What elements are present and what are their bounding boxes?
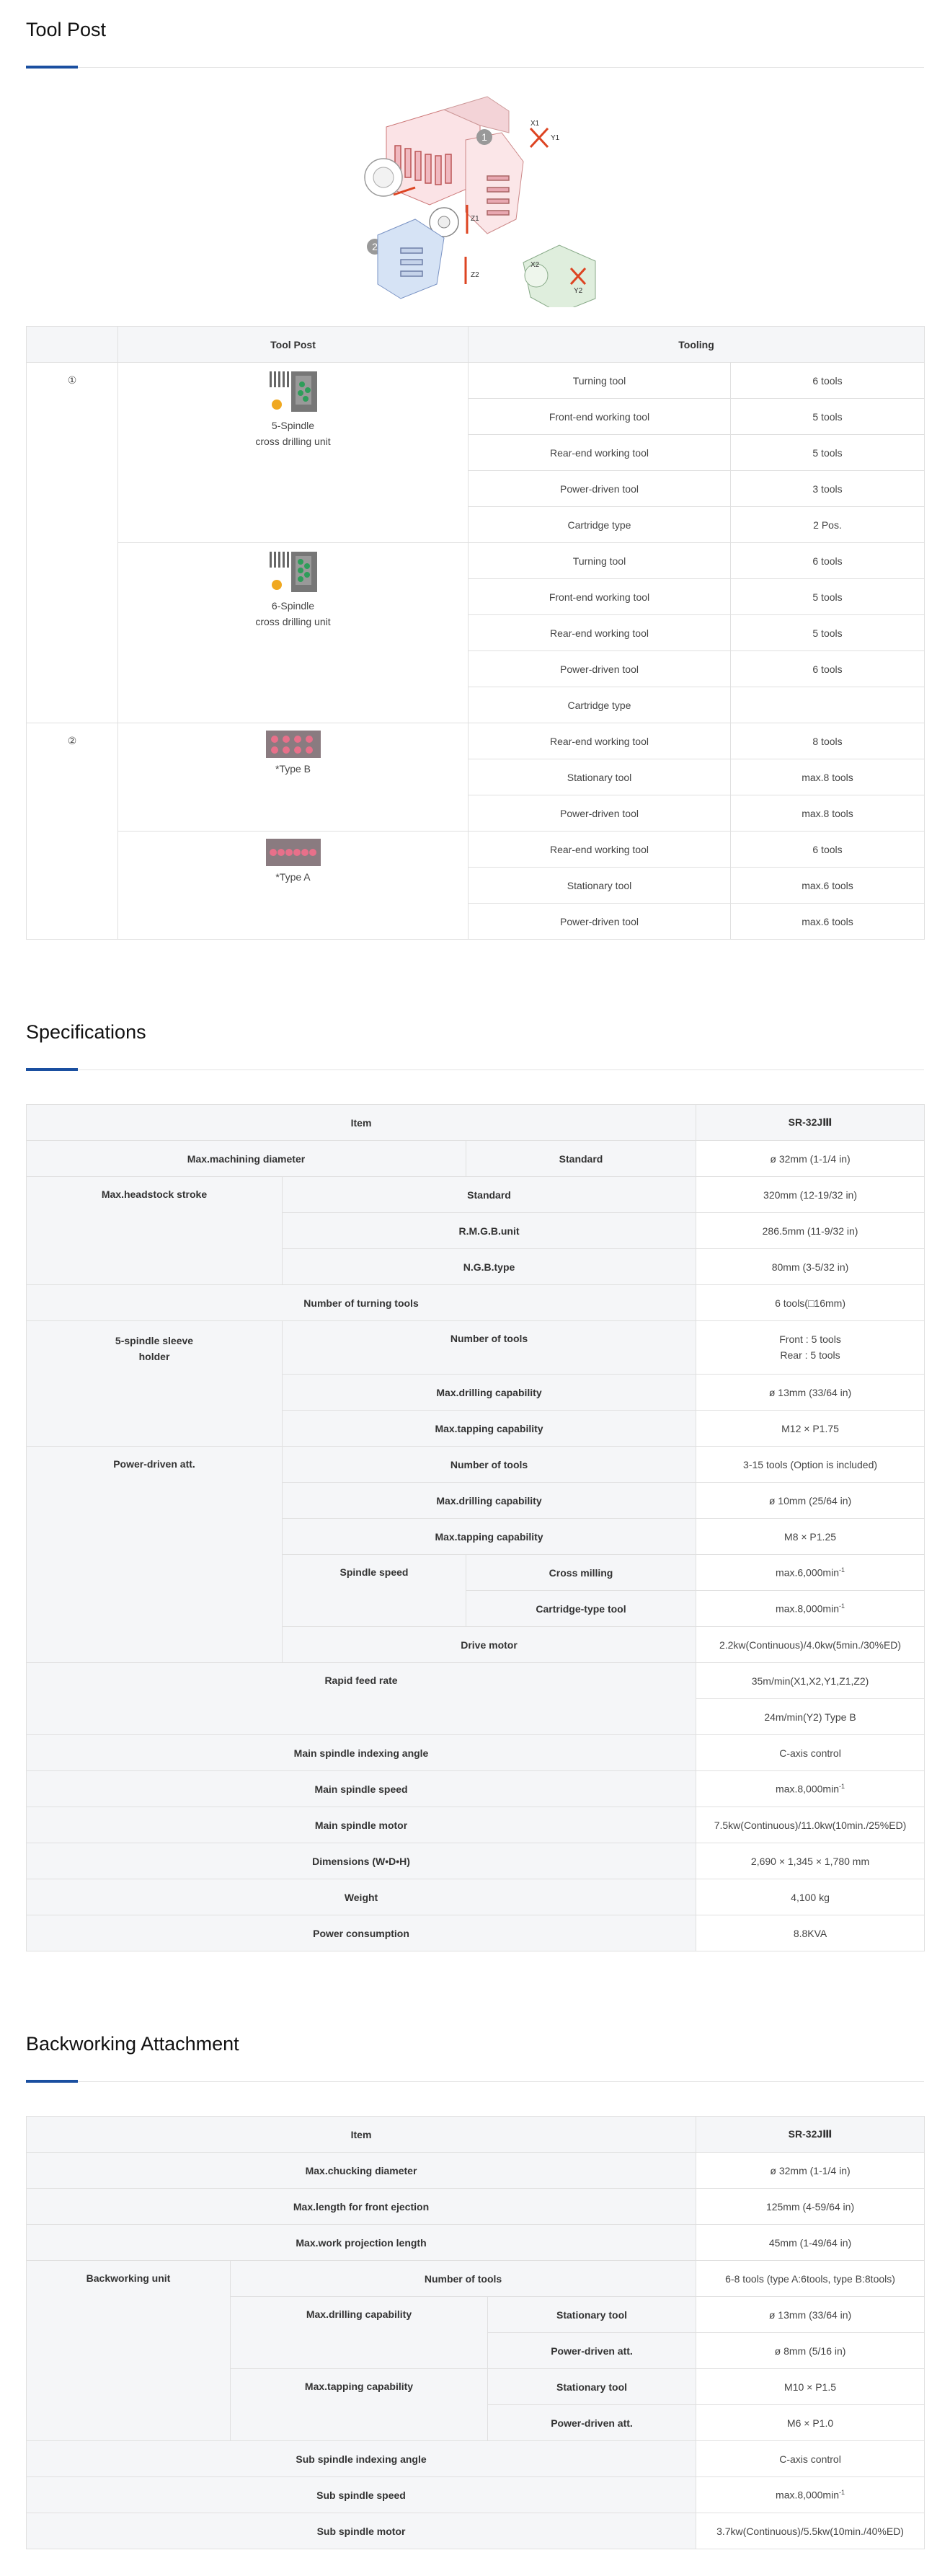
spec-value: 3-15 tools (Option is included) — [696, 1447, 925, 1483]
specs-item-header: Item — [27, 1105, 696, 1141]
spec-value — [696, 1555, 925, 1591]
table-row — [27, 1447, 925, 1483]
spec-value: M8 × P1.25 — [696, 1519, 925, 1555]
tool-count: 3 tools — [731, 471, 925, 507]
tool-count: 5 tools — [731, 579, 925, 615]
spec-label: Number of tools — [231, 2261, 696, 2297]
caption-line-1: 6-Spindle — [271, 600, 315, 612]
spec-label-line: 5-spindle sleeve — [115, 1335, 194, 1346]
spec-label: Max.tapping capability — [231, 2369, 488, 2441]
tool-name: Rear-end working tool — [469, 832, 731, 868]
table-row — [27, 2441, 925, 2477]
spec-value: 35m/min(X1,X2,Y1,Z1,Z2) — [696, 1663, 925, 1699]
spec-value: ø 8mm (5/16 in) — [696, 2333, 925, 2369]
type-b-unit-icon — [266, 731, 321, 758]
spec-label: N.G.B.type — [283, 1249, 696, 1285]
spec-label: Stationary tool — [488, 2297, 696, 2333]
backworking-title-wrap — [26, 2034, 924, 2082]
spec-value: M12 × P1.75 — [696, 1411, 925, 1447]
superscript: -1 — [838, 1566, 845, 1574]
specs-table — [26, 1104, 925, 1951]
spec-value: 6 tools(□16mm) — [696, 1285, 925, 1321]
table-row — [27, 2225, 925, 2261]
spec-label: Power consumption — [27, 1915, 696, 1951]
spec-value: ø 32mm (1-1/4 in) — [696, 1141, 925, 1177]
toolpost-type-b — [118, 723, 469, 832]
spec-label: Cartridge-type tool — [466, 1591, 696, 1627]
spec-value-text: max.8,000min — [776, 1602, 839, 1615]
toolpost-table — [26, 326, 925, 940]
spec-label: Max.chucking diameter — [27, 2153, 696, 2189]
table-row — [27, 1141, 925, 1177]
table-row — [27, 1843, 925, 1879]
spec-value: ø 13mm (33/64 in) — [696, 2297, 925, 2333]
tool-name: Power-driven tool — [469, 651, 731, 687]
tool-count: 5 tools — [731, 435, 925, 471]
tool-count: 5 tools — [731, 399, 925, 435]
tool-count: max.6 tools — [731, 868, 925, 904]
tool-count: 6 tools — [731, 651, 925, 687]
tool-count: max.8 tools — [731, 795, 925, 832]
tool-name: Rear-end working tool — [469, 615, 731, 651]
tool-count: max.8 tools — [731, 759, 925, 795]
spec-value: M10 × P1.5 — [696, 2369, 925, 2405]
spec-value: 320mm (12-19/32 in) — [696, 1177, 925, 1213]
spec-label: Max.work projection length — [27, 2225, 696, 2261]
spec-label: Dimensions (W•D•H) — [27, 1843, 696, 1879]
backworking-table — [26, 2116, 925, 2549]
spec-label: Max.tapping capability — [283, 1519, 696, 1555]
spec-label: Cross milling — [466, 1555, 696, 1591]
spec-label: Main spindle speed — [27, 1771, 696, 1807]
spec-value — [696, 1591, 925, 1627]
caption-line-1: 5-Spindle — [271, 420, 315, 431]
toolpost-title-wrap — [26, 20, 924, 68]
spec-value: C-axis control — [696, 1735, 925, 1771]
type-b-caption: *Type B — [275, 763, 311, 775]
tool-name: Rear-end working tool — [469, 435, 731, 471]
spec-value: 286.5mm (11-9/32 in) — [696, 1213, 925, 1249]
spec-value-line: Rear : 5 tools — [780, 1349, 840, 1361]
spec-label: Stationary tool — [488, 2369, 696, 2405]
spec-label: Standard — [466, 1141, 696, 1177]
spec-value: 2,690 × 1,345 × 1,780 mm — [696, 1843, 925, 1879]
specs-title-wrap — [26, 1023, 924, 1070]
axis-z2-label: Z2 — [471, 271, 479, 279]
table-row — [27, 1915, 925, 1951]
spec-label: Max.drilling capability — [283, 1483, 696, 1519]
spec-value-text: max.8,000min — [776, 1783, 839, 1795]
spec-value-text: max.6,000min — [776, 1566, 839, 1579]
diagram-label-1: 1 — [481, 131, 487, 143]
spec-value: 2.2kw(Continuous)/4.0kw(5min./30%ED) — [696, 1627, 925, 1663]
tool-count: 5 tools — [731, 615, 925, 651]
tool-count: 6 tools — [731, 543, 925, 579]
axis-y1-label: Y1 — [551, 134, 560, 142]
spec-label: Standard — [283, 1177, 696, 1213]
spec-value: 45mm (1-49/64 in) — [696, 2225, 925, 2261]
unit-2-label: ② — [27, 723, 118, 940]
caption-line-2: cross drilling unit — [255, 616, 331, 627]
spec-value: C-axis control — [696, 2441, 925, 2477]
spec-label: Spindle speed — [283, 1555, 466, 1627]
specs-model-header: SR-32JⅢ — [696, 1105, 925, 1141]
spec-value — [696, 1771, 925, 1807]
axis-y2-label: Y2 — [574, 287, 583, 295]
table-row — [27, 2153, 925, 2189]
toolpost-title: Tool Post — [26, 19, 107, 40]
spec-label: Sub spindle motor — [27, 2513, 696, 2549]
spec-value: M6 × P1.0 — [696, 2405, 925, 2441]
spec-label: Backworking unit — [27, 2261, 231, 2441]
tool-count: 6 tools — [731, 363, 925, 399]
tool-count: max.6 tools — [731, 904, 925, 940]
toolpost-machine-illustration — [26, 68, 924, 307]
tool-name: Power-driven tool — [469, 795, 731, 832]
spec-label: Number of tools — [283, 1447, 696, 1483]
table-row — [27, 2477, 925, 2513]
spec-label-line: holder — [138, 1351, 170, 1362]
tool-name: Stationary tool — [469, 759, 731, 795]
axis-z1-label: Z1 — [471, 215, 479, 223]
spec-label: Max.machining diameter — [27, 1141, 466, 1177]
toolpost-header-blank — [27, 327, 118, 363]
toolpost-6-spindle-caption — [118, 598, 468, 630]
toolpost-type-a — [118, 832, 469, 940]
spec-label: Power-driven att. — [27, 1447, 283, 1663]
toolpost-6-spindle — [118, 543, 469, 723]
title-underline — [26, 1068, 78, 1071]
spec-label: Max.drilling capability — [231, 2297, 488, 2369]
spec-value: 3.7kw(Continuous)/5.5kw(10min./40%ED) — [696, 2513, 925, 2549]
spec-value: ø 10mm (25/64 in) — [696, 1483, 925, 1519]
backworking-model-header: SR-32JⅢ — [696, 2117, 925, 2153]
toolpost-5-spindle-caption — [118, 418, 468, 449]
type-a-caption: *Type A — [275, 871, 311, 883]
table-row — [27, 1285, 925, 1321]
caption-line-2: cross drilling unit — [255, 436, 331, 447]
tool-name: Front-end working tool — [469, 399, 731, 435]
spec-label: Max.length for front ejection — [27, 2189, 696, 2225]
tool-name: Turning tool — [469, 543, 731, 579]
table-row — [27, 2513, 925, 2549]
spec-label: Max.headstock stroke — [27, 1177, 283, 1285]
tool-count: 6 tools — [731, 832, 925, 868]
toolpost-5-spindle — [118, 363, 469, 543]
spec-label: Max.tapping capability — [283, 1411, 696, 1447]
unit-1-label: ① — [27, 363, 118, 723]
toolpost-diagram — [26, 68, 924, 307]
cross-drilling-unit-5-icon — [268, 370, 319, 415]
tool-count: 2 Pos. — [731, 507, 925, 543]
table-row — [27, 2189, 925, 2225]
title-underline — [26, 2080, 78, 2083]
tool-name: Turning tool — [469, 363, 731, 399]
tool-name: Front-end working tool — [469, 579, 731, 615]
spec-value: 125mm (4-59/64 in) — [696, 2189, 925, 2225]
table-row — [27, 2261, 925, 2297]
table-row — [27, 543, 925, 579]
table-row — [27, 1321, 925, 1375]
table-row — [27, 1177, 925, 1213]
spec-label: Power-driven att. — [488, 2405, 696, 2441]
tool-name: Cartridge type — [469, 507, 731, 543]
table-row — [27, 832, 925, 868]
tool-name: Rear-end working tool — [469, 723, 731, 759]
superscript: -1 — [838, 1783, 845, 1791]
table-row — [27, 1771, 925, 1807]
superscript: -1 — [838, 1602, 845, 1610]
axis-x1-label: X1 — [531, 120, 540, 128]
tool-name: Power-driven tool — [469, 904, 731, 940]
spec-value: 4,100 kg — [696, 1879, 925, 1915]
spec-label: Rapid feed rate — [27, 1663, 696, 1735]
spec-value: 6-8 tools (type A:6tools, type B:8tools) — [696, 2261, 925, 2297]
spec-label: Drive motor — [283, 1627, 696, 1663]
axis-x2-label: X2 — [531, 261, 540, 269]
spec-value — [696, 2477, 925, 2513]
spec-value-text: max.8,000min — [776, 2489, 839, 2501]
spec-label: R.M.G.B.unit — [283, 1213, 696, 1249]
table-row — [27, 1807, 925, 1843]
spec-label: Power-driven att. — [488, 2333, 696, 2369]
table-row — [27, 363, 925, 399]
tool-name: Power-driven tool — [469, 471, 731, 507]
spec-value-line: Front : 5 tools — [779, 1333, 841, 1345]
spec-label: Max.drilling capability — [283, 1375, 696, 1411]
spec-value: 7.5kw(Continuous)/11.0kw(10min./25%ED) — [696, 1807, 925, 1843]
table-row — [27, 1879, 925, 1915]
table-row — [27, 723, 925, 759]
spec-label: Number of turning tools — [27, 1285, 696, 1321]
spec-label: Main spindle motor — [27, 1807, 696, 1843]
spec-value: ø 32mm (1-1/4 in) — [696, 2153, 925, 2189]
table-row — [27, 1663, 925, 1699]
spec-value: 80mm (3-5/32 in) — [696, 1249, 925, 1285]
tool-name: Stationary tool — [469, 868, 731, 904]
spec-value: 24m/min(Y2) Type B — [696, 1699, 925, 1735]
spec-label-sleeve-holder — [27, 1321, 283, 1447]
tool-name: Cartridge type — [469, 687, 731, 723]
spec-label: Sub spindle indexing angle — [27, 2441, 696, 2477]
cross-drilling-unit-6-icon — [268, 550, 319, 595]
backworking-title: Backworking Attachment — [26, 2033, 239, 2055]
type-a-unit-icon — [266, 839, 321, 866]
spec-value — [696, 1321, 925, 1375]
toolpost-header-tooling: Tooling — [469, 327, 925, 363]
diagram-label-2: 2 — [372, 241, 378, 252]
toolpost-header-toolpost: Tool Post — [118, 327, 469, 363]
tool-count: 8 tools — [731, 723, 925, 759]
spec-label: Number of tools — [283, 1321, 696, 1375]
backworking-item-header: Item — [27, 2117, 696, 2153]
spec-value: ø 13mm (33/64 in) — [696, 1375, 925, 1411]
spec-label: Main spindle indexing angle — [27, 1735, 696, 1771]
spec-label: Sub spindle speed — [27, 2477, 696, 2513]
table-row — [27, 1735, 925, 1771]
specs-title: Specifications — [26, 1021, 146, 1043]
superscript: -1 — [838, 2489, 845, 2497]
spec-value: 8.8KVA — [696, 1915, 925, 1951]
tool-count — [731, 687, 925, 723]
spec-label: Weight — [27, 1879, 696, 1915]
